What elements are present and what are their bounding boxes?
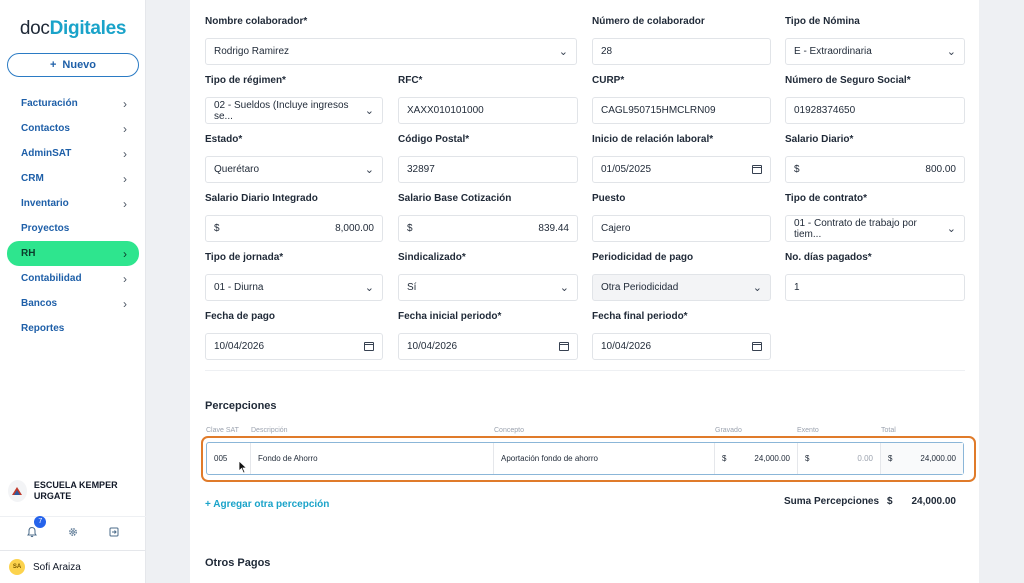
rfc-input[interactable]: XAXX010101000 <box>398 97 578 124</box>
chevron-down-icon: ⌄ <box>946 223 956 235</box>
chevron-right-icon: › <box>123 296 127 311</box>
total-cell: $ 24,000.00 <box>881 443 963 474</box>
header-total: Total <box>881 427 896 434</box>
sidebar-item-rh[interactable]: RH › <box>7 241 139 266</box>
codigo-postal-field: Código Postal* 32897 <box>398 134 578 183</box>
fecha-inicial-date-input[interactable]: 10/04/2026 <box>398 333 578 360</box>
chevron-down-icon: ⌄ <box>559 282 569 294</box>
header-concepto: Concepto <box>494 427 524 434</box>
tipo-regimen-select[interactable]: 02 - Sueldos (Incluye ingresos se... ⌄ <box>205 97 383 124</box>
dias-pagados-field: No. días pagados* 1 <box>785 252 965 301</box>
sidebar-item-bancos[interactable]: Bancos › <box>21 296 127 311</box>
table-row <box>206 442 964 475</box>
chevron-down-icon: ⌄ <box>752 282 762 294</box>
sidebar-item-adminsat[interactable]: AdminSAT › <box>21 146 127 161</box>
percepciones-title: Percepciones <box>205 400 277 412</box>
chevron-right-icon: › <box>123 146 127 161</box>
notification-badge: 7 <box>34 516 46 528</box>
salario-diario-field: Salario Diario* $ 800.00 <box>785 134 965 183</box>
fecha-inicial-field: Fecha inicial periodo* 10/04/2026 <box>398 311 578 360</box>
fecha-final-date-input[interactable]: 10/04/2026 <box>592 333 771 360</box>
curp-input[interactable]: CAGL950715HMCLRN09 <box>592 97 771 124</box>
sbc-field: Salario Base Cotización $ 839.44 <box>398 193 578 242</box>
chevron-down-icon: ⌄ <box>364 105 374 117</box>
calendar-icon[interactable] <box>559 342 569 351</box>
sidebar-item-crm[interactable]: CRM › <box>21 171 127 186</box>
sdi-input[interactable]: $ 8,000.00 <box>205 215 383 242</box>
tipo-contrato-select[interactable]: 01 - Contrato de trabajo por tiem... ⌄ <box>785 215 965 242</box>
chevron-right-icon: › <box>123 171 127 186</box>
calendar-icon[interactable] <box>752 165 762 174</box>
suma-percepciones-value: 24,000.00 <box>911 496 956 507</box>
nombre-colaborador-select[interactable]: Rodrigo Ramirez ⌄ <box>205 38 577 65</box>
clave-sat-input[interactable]: 005 <box>207 443 251 474</box>
chevron-right-icon: › <box>123 196 127 211</box>
sidebar-item-contactos[interactable]: Contactos › <box>21 121 127 136</box>
suma-currency: $ <box>887 496 893 507</box>
chevron-right-icon: › <box>123 121 127 136</box>
rfc-field: RFC* XAXX010101000 <box>398 75 578 124</box>
nombre-colaborador-field: Nombre colaborador* Rodrigo Ramirez ⌄ <box>205 16 577 65</box>
gear-icon[interactable] <box>63 522 83 542</box>
new-button[interactable]: + Nuevo <box>7 53 139 77</box>
mouse-cursor-icon <box>238 460 248 474</box>
gravado-input[interactable]: $ 24,000.00 <box>715 443 798 474</box>
plus-icon: + <box>49 59 57 71</box>
user-name: Sofi Araiza <box>33 561 81 573</box>
tipo-jornada-field: Tipo de jornada* 01 - Diurna ⌄ <box>205 252 383 301</box>
concepto-input[interactable]: Aportación fondo de ahorro <box>494 443 715 474</box>
inicio-relacion-field: Inicio de relación laboral* 01/05/2025 <box>592 134 771 183</box>
add-percepcion-link[interactable]: + Agregar otra percepción <box>205 499 330 510</box>
periodicidad-select[interactable]: Otra Periodicidad ⌄ <box>592 274 771 301</box>
company-name: ESCUELA KEMPER URGATE <box>33 480 118 501</box>
calendar-icon[interactable] <box>364 342 374 351</box>
calendar-icon[interactable] <box>752 342 762 351</box>
sidebar-item-reportes[interactable]: Reportes <box>21 323 65 334</box>
sdi-field: Salario Diario Integrado $ 8,000.00 <box>205 193 383 242</box>
fecha-pago-field: Fecha de pago 10/04/2026 <box>205 311 383 360</box>
sindicalizado-field: Sindicalizado* Sí ⌄ <box>398 252 578 301</box>
sbc-input[interactable]: $ 839.44 <box>398 215 578 242</box>
chevron-down-icon: ⌄ <box>364 164 374 176</box>
tipo-regimen-field: Tipo de régimen* 02 - Sueldos (Incluye ingresos se... ⌄ <box>205 75 383 124</box>
app-logo[interactable]: docDigitales <box>19 18 127 39</box>
puesto-field: Puesto Cajero <box>592 193 771 242</box>
fecha-final-field: Fecha final periodo* 10/04/2026 <box>592 311 771 360</box>
dias-pagados-input[interactable]: 1 <box>785 274 965 301</box>
descripcion-input[interactable]: Fondo de Ahorro <box>251 443 494 474</box>
bell-icon[interactable] <box>22 518 43 542</box>
sidebar <box>0 0 146 583</box>
nss-input[interactable]: 01928374650 <box>785 97 965 124</box>
curp-field: CURP* CAGL950715HMCLRN09 <box>592 75 771 124</box>
user-profile[interactable] <box>0 550 146 583</box>
nss-field: Número de Seguro Social* 01928374650 <box>785 75 965 124</box>
estado-select[interactable]: Querétaro ⌄ <box>205 156 383 183</box>
company-selector[interactable] <box>8 480 140 502</box>
fecha-pago-date-input[interactable]: 10/04/2026 <box>205 333 383 360</box>
salario-diario-input[interactable]: $ 800.00 <box>785 156 965 183</box>
tipo-jornada-select[interactable]: 01 - Diurna ⌄ <box>205 274 383 301</box>
tipo-nomina-field: Tipo de Nómina E - Extraordinaria ⌄ <box>785 16 965 65</box>
sidebar-nav <box>7 91 139 341</box>
chevron-down-icon: ⌄ <box>946 46 956 58</box>
logout-icon[interactable] <box>104 522 124 542</box>
avatar: SA <box>9 559 25 575</box>
chevron-down-icon: ⌄ <box>558 46 568 58</box>
periodicidad-field: Periodicidad de pago Otra Periodicidad ⌄ <box>592 252 771 301</box>
sidebar-item-facturacion[interactable]: Facturación › <box>21 96 127 111</box>
sidebar-item-contabilidad[interactable]: Contabilidad › <box>21 271 127 286</box>
header-descripcion: Descripción <box>251 427 288 434</box>
section-divider <box>205 370 965 371</box>
sidebar-item-inventario[interactable]: Inventario › <box>21 196 127 211</box>
suma-percepciones-label: Suma Percepciones <box>784 496 880 507</box>
sidebar-toolbar <box>0 516 146 546</box>
company-logo-icon <box>8 480 27 502</box>
sidebar-item-proyectos[interactable]: Proyectos <box>21 223 70 234</box>
tipo-nomina-select[interactable]: E - Extraordinaria ⌄ <box>785 38 965 65</box>
puesto-input[interactable]: Cajero <box>592 215 771 242</box>
exento-input[interactable]: $ 0.00 <box>798 443 881 474</box>
chevron-right-icon: › <box>123 96 127 111</box>
header-clave-sat: Clave SAT <box>206 427 239 434</box>
chevron-right-icon: › <box>123 271 127 286</box>
numero-colaborador-field: Número de colaborador 28 <box>592 16 771 65</box>
chevron-down-icon: ⌄ <box>364 282 374 294</box>
header-exento: Exento <box>797 427 819 434</box>
inicio-relacion-date-input[interactable]: 01/05/2025 <box>592 156 771 183</box>
chevron-right-icon: › <box>123 246 127 261</box>
tipo-contrato-field: Tipo de contrato* 01 - Contrato de trabajo por tiem... ⌄ <box>785 193 965 242</box>
numero-colaborador-input[interactable]: 28 <box>592 38 771 65</box>
sindicalizado-select[interactable]: Sí ⌄ <box>398 274 578 301</box>
estado-field: Estado* Querétaro ⌄ <box>205 134 383 183</box>
header-gravado: Gravado <box>715 427 742 434</box>
codigo-postal-input[interactable]: 32897 <box>398 156 578 183</box>
otros-pagos-title: Otros Pagos <box>205 557 271 569</box>
